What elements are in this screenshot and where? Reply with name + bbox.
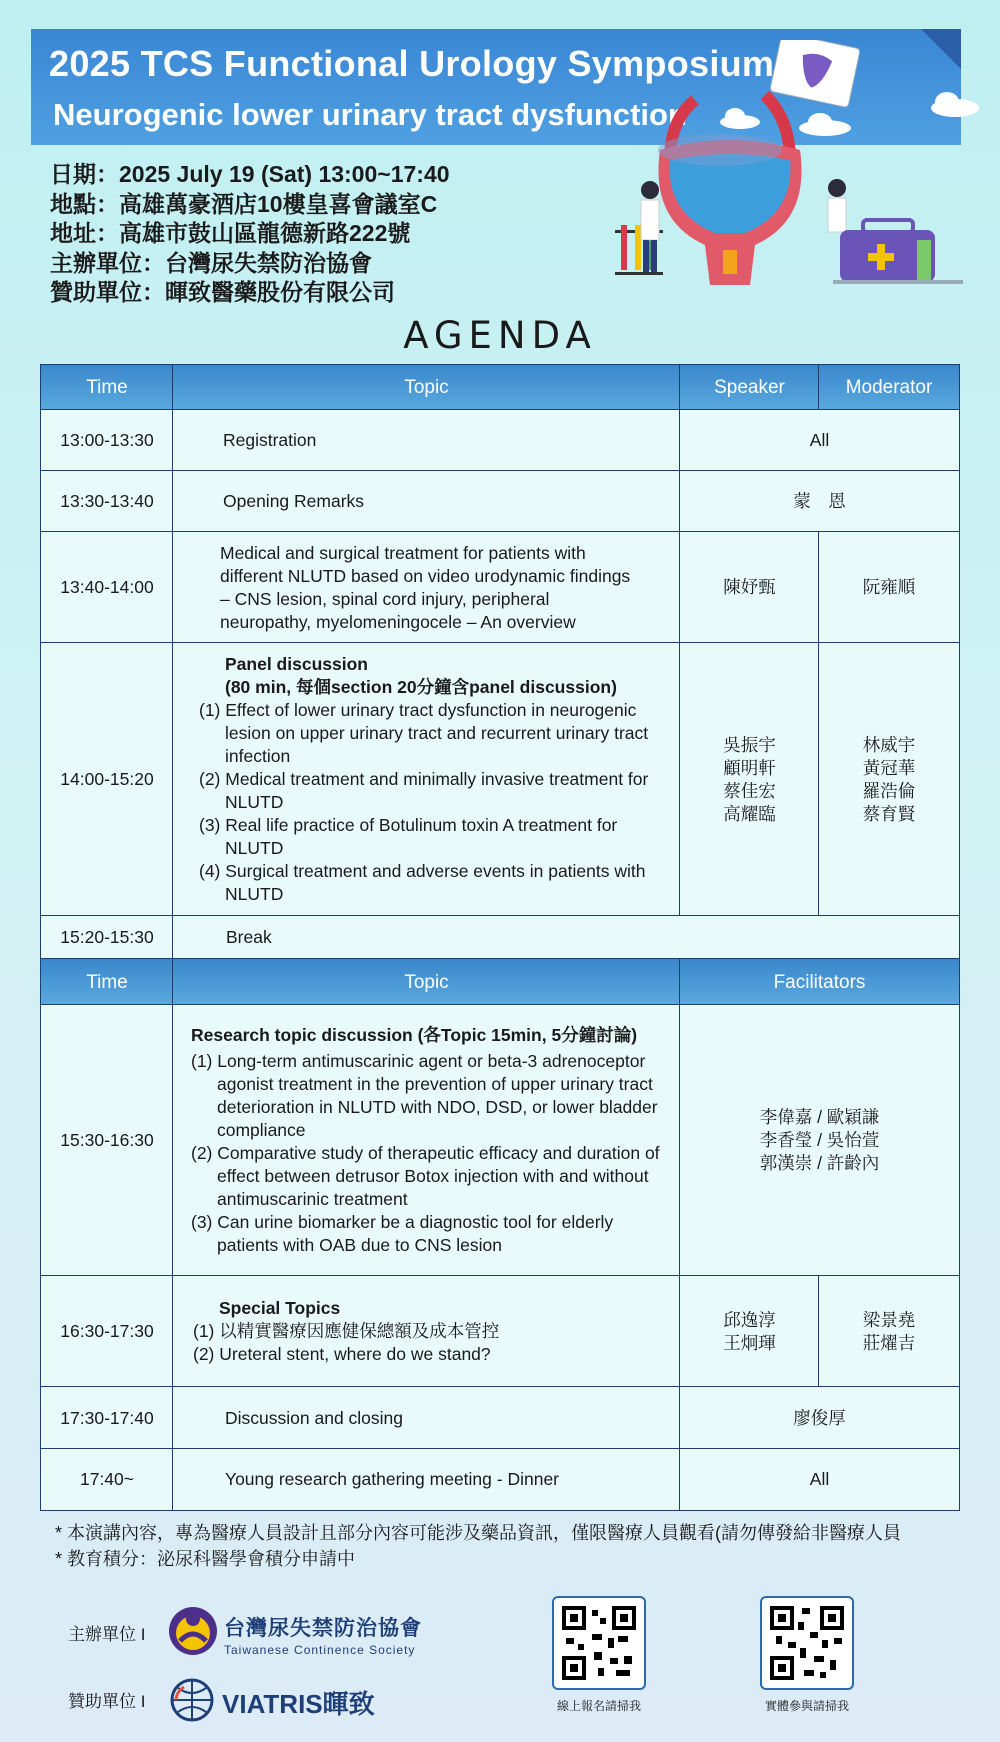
row-time: 17:40~ bbox=[40, 1448, 174, 1511]
speaker-name: 吳振宇 bbox=[723, 734, 776, 755]
row-facilitators bbox=[679, 1004, 960, 1277]
moderator-name: 林威宇 bbox=[862, 734, 916, 755]
header-topic: Topic bbox=[172, 364, 681, 411]
header-topic: Topic bbox=[172, 958, 681, 1006]
row-speaker: 陳妤甄 bbox=[679, 531, 820, 644]
row-topic: Opening Remarks bbox=[172, 470, 681, 533]
speaker-name: 顧明軒 bbox=[723, 757, 776, 778]
topic-line: different NLUTD based on video urodynamic findings bbox=[220, 565, 631, 586]
row-speaker: 蒙 恩 bbox=[679, 470, 960, 533]
panel-item: (3) Real life practice of Botulinum toxin A treatment for NLUTD bbox=[199, 815, 618, 858]
speaker-name: 高耀臨 bbox=[723, 803, 776, 824]
event-address: 地址：高雄市鼓山區龍德新路222號 bbox=[50, 220, 411, 246]
row-time: 14:00-15:20 bbox=[40, 642, 174, 917]
topic-text bbox=[220, 542, 630, 634]
row-moderator bbox=[818, 1275, 960, 1388]
row-topic bbox=[172, 1275, 681, 1388]
event-venue: 地點：高雄萬豪酒店10樓皇喜會議室C bbox=[50, 190, 438, 217]
facilitator-pair: 郭漢崇 / 許齡內 bbox=[759, 1153, 880, 1173]
tcs-logo-icon bbox=[168, 1603, 218, 1659]
row-topic bbox=[172, 642, 681, 917]
research-item: (2) Comparative study of therapeutic efficacy and duration of effect between detrusor Botox injection with and without antimuscarinic treatment bbox=[191, 1143, 660, 1209]
special-text bbox=[193, 1297, 499, 1366]
row-time: 17:30-17:40 bbox=[40, 1386, 174, 1450]
event-sponsor: 贊助單位：暉致醫藥股份有限公司 bbox=[50, 279, 395, 305]
event-date: 日期：2025 July 19 (Sat) 13:00~17:40 bbox=[50, 161, 450, 187]
notes bbox=[55, 1520, 901, 1572]
panel-item: (4) Surgical treatment and adverse events in patients with NLUTD bbox=[199, 861, 646, 904]
row-speaker bbox=[679, 1275, 820, 1388]
facilitator-pair: 李偉嘉 / 歐穎謙 bbox=[759, 1107, 880, 1127]
moderator-name: 羅浩倫 bbox=[862, 780, 916, 801]
agenda-title: AGENDA bbox=[403, 314, 597, 357]
row-topic bbox=[172, 531, 681, 644]
row-time: 13:30-13:40 bbox=[40, 470, 174, 533]
row-time: 13:00-13:30 bbox=[40, 409, 174, 472]
panel-text bbox=[199, 653, 672, 906]
qr-caption-online: 線上報名請掃我 bbox=[556, 1699, 641, 1713]
sponsor-label: 贊助單位 I bbox=[68, 1692, 146, 1711]
note-disclaimer: * 本演講內容，專為醫療人員設計且部分內容可能涉及藥品資訊，僅限醫療人員觀看(請勿傳發給非醫療人員 bbox=[55, 1523, 901, 1543]
header-speaker: Speaker bbox=[679, 364, 820, 411]
research-item: (3) Can urine biomarker be a diagnostic tool for elderly patients with OAB due to CNS lesion bbox=[191, 1212, 614, 1255]
row-moderator: 阮雍順 bbox=[818, 531, 960, 644]
qr-code-online[interactable] bbox=[552, 1596, 646, 1690]
event-info bbox=[50, 160, 450, 308]
header-moderator: Moderator bbox=[818, 364, 960, 411]
tcs-logo-english: Taiwanese Continence Society bbox=[224, 1643, 416, 1657]
topic-line: – CNS lesion, spinal cord injury, peripheral bbox=[220, 588, 550, 609]
row-time: 15:20-15:30 bbox=[40, 915, 174, 960]
qr-pattern-icon bbox=[762, 1598, 852, 1688]
special-heading: Special Topics bbox=[219, 1298, 341, 1318]
moderator-name: 黃冠華 bbox=[862, 757, 916, 778]
qr-caption-onsite: 實體參與請掃我 bbox=[764, 1699, 849, 1713]
organizer-label: 主辦單位 I bbox=[68, 1625, 146, 1644]
moderator-name: 莊燿吉 bbox=[862, 1332, 916, 1353]
speaker-name: 王炯琿 bbox=[723, 1332, 776, 1353]
bladder-illustration bbox=[615, 40, 985, 315]
speaker-name: 邱逸淳 bbox=[723, 1309, 776, 1330]
panel-item: (2) Medical treatment and minimally invasive treatment for NLUTD bbox=[199, 769, 649, 812]
qr-code-onsite[interactable] bbox=[760, 1596, 854, 1690]
row-topic: Break bbox=[172, 915, 960, 960]
row-speaker: 廖俊厚 bbox=[679, 1386, 960, 1450]
panel-item: (1) Effect of lower urinary tract dysfunction in neurogenic lesion on upper urinary tract and recurrent urinary tract infection bbox=[199, 700, 649, 766]
viatris-logo-icon bbox=[170, 1678, 214, 1722]
moderator-name: 蔡育賢 bbox=[862, 803, 916, 824]
row-topic: Registration bbox=[172, 409, 681, 472]
row-speaker: All bbox=[679, 1448, 960, 1511]
note-credits: * 教育積分：泌尿科醫學會積分申請中 bbox=[55, 1549, 356, 1569]
qr-pattern-icon bbox=[554, 1598, 644, 1688]
row-time: 15:30-16:30 bbox=[40, 1004, 174, 1277]
event-title: 2025 TCS Functional Urology Symposium bbox=[49, 43, 775, 84]
row-speaker bbox=[679, 642, 820, 917]
facilitator-pair: 李香瑩 / 吳怡萱 bbox=[759, 1130, 880, 1150]
research-item: (1) Long-term antimuscarinic agent or beta-3 adrenoceptor agonist treatment in the prevention of upper urinary tract deterioration in NLUTD with NDO, DSD, or lower bladder compliance bbox=[191, 1051, 658, 1140]
topic-line: neuropathy, myelomeningocele – An overview bbox=[220, 611, 576, 632]
row-time: 16:30-17:30 bbox=[40, 1275, 174, 1388]
research-heading: Research topic discussion (各Topic 15min, 5分鐘討論) bbox=[191, 1025, 638, 1045]
topic-line: Medical and surgical treatment for patients with bbox=[220, 542, 586, 563]
header-time: Time bbox=[40, 364, 174, 411]
header-facilitators: Facilitators bbox=[679, 958, 960, 1006]
event-organizer: 主辦單位：台灣尿失禁防治協會 bbox=[50, 249, 372, 276]
row-topic bbox=[172, 1004, 681, 1277]
panel-subheading: (80 min, 每個section 20分鐘含panel discussion) bbox=[225, 677, 617, 697]
row-speaker: All bbox=[679, 409, 960, 472]
viatris-logo-name: VIATRIS暉致 bbox=[222, 1689, 375, 1719]
row-topic: Discussion and closing bbox=[172, 1386, 681, 1450]
row-topic: Young research gathering meeting - Dinner bbox=[172, 1448, 681, 1511]
event-subtitle: Neurogenic lower urinary tract dysfunction bbox=[53, 97, 687, 132]
special-item: (2) Ureteral stent, where do we stand? bbox=[193, 1344, 491, 1364]
panel-heading: Panel discussion bbox=[225, 654, 368, 674]
tcs-logo-name: 台灣尿失禁防治協會 bbox=[224, 1617, 422, 1640]
moderator-name: 梁景堯 bbox=[862, 1309, 916, 1330]
row-moderator bbox=[818, 642, 960, 917]
speaker-name: 蔡佳宏 bbox=[723, 780, 776, 801]
research-text bbox=[191, 1024, 668, 1257]
row-time: 13:40-14:00 bbox=[40, 531, 174, 644]
header-time: Time bbox=[40, 958, 174, 1006]
special-item: (1) 以精實醫療因應健保總額及成本管控 bbox=[193, 1321, 500, 1341]
